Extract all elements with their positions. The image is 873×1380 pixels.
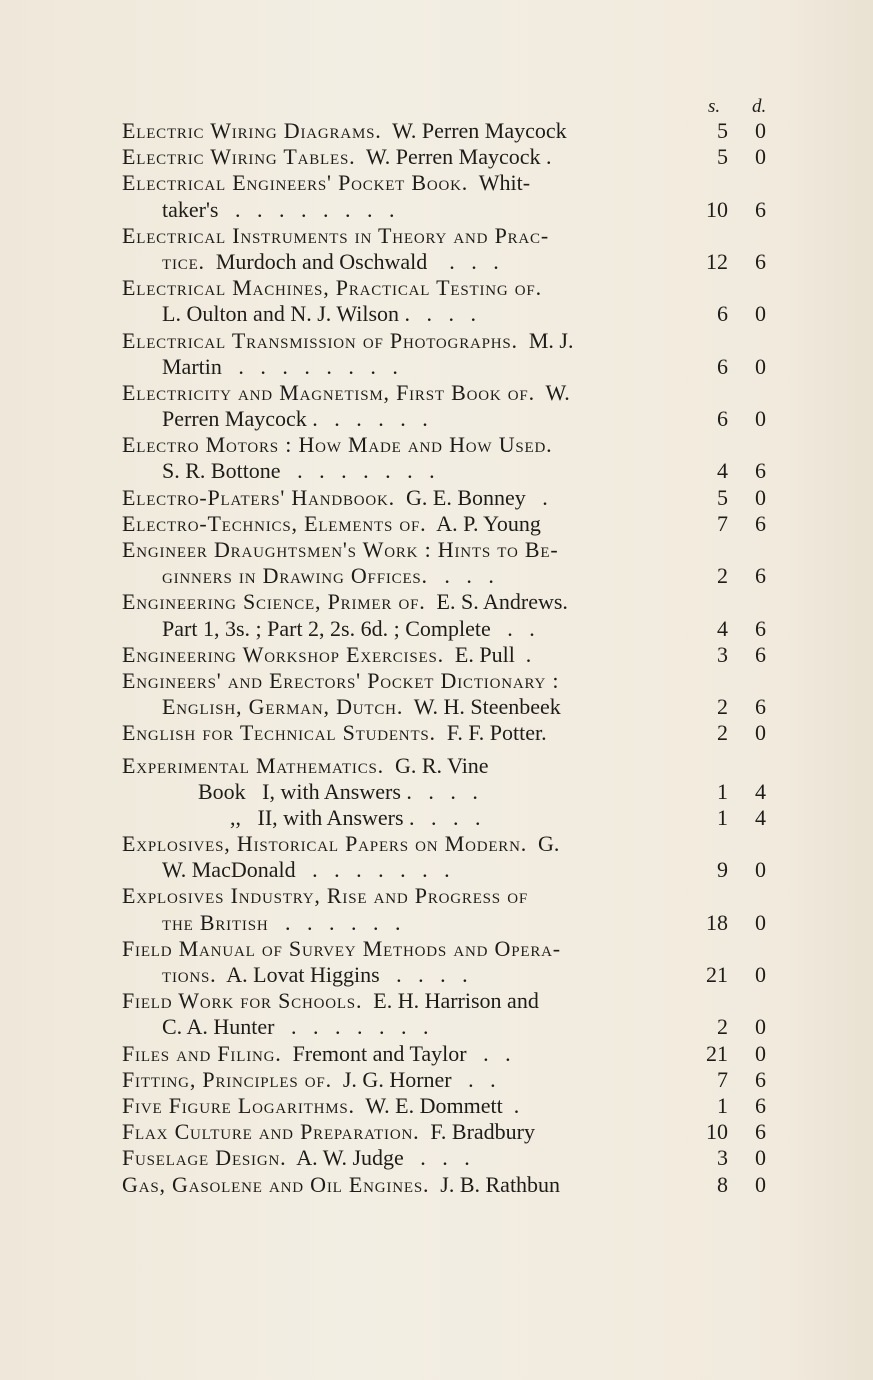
entry-line (122, 642, 772, 668)
price-shillings: 21 (706, 1040, 728, 1066)
price-shillings: 3 (717, 641, 728, 667)
price-shillings: 2 (717, 1014, 728, 1040)
entry-title: Electrical Machines, Practical Testing of. (122, 275, 542, 301)
entry-title: English for Technical Students. (122, 720, 436, 746)
price-pence: 0 (755, 1040, 766, 1066)
price-shillings: 3 (717, 1145, 728, 1171)
entry-price (122, 1093, 772, 1119)
entry-author: F. Bradbury (419, 1119, 535, 1145)
price-pence: 0 (755, 1014, 766, 1040)
price-shillings: 2 (717, 563, 728, 589)
entry-title: Explosives, Historical Papers on Modern. (122, 831, 528, 857)
price-pence: 0 (755, 857, 766, 883)
catalogue-entry (122, 485, 772, 511)
price-pence: 6 (755, 694, 766, 720)
entry-line (122, 616, 772, 642)
price-pence: 6 (755, 1092, 766, 1118)
entry-author: Fremont and Taylor . . (281, 1040, 511, 1066)
entry-line (122, 1172, 772, 1198)
entry-title: Engineer Draughtsmen's Work : Hints to Be- (122, 537, 559, 562)
price-shillings: 18 (706, 909, 728, 935)
price-pence: 6 (755, 510, 766, 536)
entry-author: W. E. Dommett . (354, 1092, 520, 1118)
entry-line (122, 301, 772, 327)
entry-line (122, 144, 772, 170)
entry-line (122, 831, 772, 857)
entry-line (122, 249, 772, 275)
catalogue-entry (122, 753, 772, 832)
entry-price (122, 753, 772, 779)
entry-line (122, 406, 772, 432)
entry-line (122, 805, 772, 831)
entry-price (122, 910, 772, 936)
entry-line (122, 668, 772, 694)
price-pence: 0 (755, 144, 766, 170)
entry-author: W. Perren Maycock . (355, 144, 552, 170)
entry-title: Electro-Platers' Handbook. (122, 484, 395, 510)
entry-author: Perren Maycock . . . . . . (162, 406, 428, 432)
entry-author: Book I, with Answers . . . . (198, 778, 478, 804)
entry-author: W. (534, 379, 570, 405)
entry-line (122, 1041, 772, 1067)
price-pence: 0 (755, 720, 766, 746)
entry-price (122, 275, 772, 301)
entry-title: Electrical Transmission of Photographs. (122, 327, 518, 353)
price-pence: 6 (755, 563, 766, 589)
entry-author: G. E. Bonney . (395, 484, 548, 510)
entry-price (122, 883, 772, 909)
catalogue-entry (122, 275, 772, 327)
entry-price (122, 223, 772, 249)
entry-line (122, 1093, 772, 1119)
price-pence: 6 (755, 1066, 766, 1092)
catalogue-entry (122, 223, 772, 275)
entry-price (122, 694, 772, 720)
catalogue-entry (122, 511, 772, 537)
entry-line (122, 962, 772, 988)
entry-title: Engineers' and Erectors' Pocket Dictionary : (122, 667, 560, 693)
catalogue-entries (122, 118, 772, 1198)
price-shillings: 2 (717, 694, 728, 720)
entry-title: Electric Wiring Tables. (122, 144, 356, 170)
catalogue-entry (122, 537, 772, 589)
entry-price (122, 118, 772, 144)
entry-author: S. R. Bottone . . . . . . . (162, 458, 435, 484)
price-shillings: 21 (706, 962, 728, 987)
entry-title: Explosives Industry, Rise and Progress of (122, 883, 529, 909)
price-pence: 0 (755, 118, 766, 143)
entry-line (122, 720, 772, 746)
catalogue-entry (122, 668, 772, 720)
entry-author: W. H. Steenbeek (403, 694, 561, 720)
entry-author: F. F. Potter. (435, 720, 547, 746)
entry-price (122, 458, 772, 484)
entry-author: Murdoch and Oschwald . . . (204, 248, 499, 274)
price-shillings: 1 (717, 804, 728, 830)
catalogue-entry (122, 831, 772, 883)
price-shillings: 1 (717, 778, 728, 804)
entry-price (122, 354, 772, 380)
price-pence: 0 (755, 1171, 766, 1197)
entry-author: W. Perren Maycock (381, 118, 567, 143)
entry-title: tice. (162, 248, 205, 274)
catalogue-entry (122, 1145, 772, 1171)
entry-line (122, 753, 772, 779)
entry-price (122, 432, 772, 458)
catalogue-entry (122, 170, 772, 222)
price-shillings: 6 (717, 301, 728, 327)
entry-price (122, 857, 772, 883)
price-shillings: 12 (706, 248, 728, 274)
entry-line (122, 223, 772, 249)
entry-price (122, 406, 772, 432)
entry-line (122, 694, 772, 720)
entry-price (122, 144, 772, 170)
entry-price (122, 589, 772, 615)
entry-author: E. Pull . (443, 641, 532, 667)
catalogue-entry (122, 936, 772, 988)
entry-line (122, 563, 772, 589)
entry-price (122, 301, 772, 327)
catalogue-entry (122, 642, 772, 668)
price-shillings: 5 (717, 484, 728, 510)
entry-price (122, 1067, 772, 1093)
entry-price (122, 537, 772, 563)
pence-header: d. (752, 96, 767, 117)
entry-author: Martin . . . . . . . . (162, 353, 398, 379)
price-pence: 4 (755, 778, 766, 804)
entry-title: the British (162, 909, 269, 935)
price-pence: 0 (755, 484, 766, 510)
price-shillings: 7 (717, 510, 728, 536)
entry-title: Electro Motors : How Made and How Used. (122, 432, 553, 458)
entry-price (122, 936, 772, 962)
entry-price (122, 170, 772, 196)
entry-line (122, 589, 772, 615)
entry-price (122, 988, 772, 1014)
entry-line (122, 936, 772, 962)
entry-price (122, 1041, 772, 1067)
entry-author: taker's . . . . . . . . (162, 196, 395, 222)
catalogue-entry (122, 328, 772, 380)
entry-price (122, 249, 772, 275)
entry-title: ginners in Drawing Offices. (162, 563, 428, 589)
entry-price (122, 642, 772, 668)
entry-title: Experimental Mathematics. (122, 752, 384, 778)
price-shillings: 9 (717, 857, 728, 883)
entry-author: . . . (427, 563, 494, 589)
price-pence: 6 (755, 248, 766, 274)
entry-title: Electric Wiring Diagrams. (122, 118, 382, 143)
price-pence: 0 (755, 406, 766, 432)
price-pence: 0 (755, 962, 766, 987)
price-pence: 6 (755, 458, 766, 484)
entry-price (122, 779, 772, 805)
entry-title: Fuselage Design. (122, 1145, 287, 1171)
entry-price (122, 616, 772, 642)
entry-title: Files and Filing. (122, 1040, 282, 1066)
entry-author: E. H. Harrison and (362, 988, 539, 1014)
entry-line (122, 537, 772, 563)
entry-line (122, 275, 772, 301)
entry-title: Electrical Instruments in Theory and Prac- (122, 222, 549, 248)
entry-title: Electrical Engineers' Pocket Book. (122, 170, 469, 196)
entry-line (122, 380, 772, 406)
entry-price (122, 668, 772, 694)
catalogue-entry (122, 1067, 772, 1093)
entry-line (122, 328, 772, 354)
catalogue-entry (122, 589, 772, 641)
catalogue-entry (122, 118, 772, 144)
entry-price (122, 197, 772, 223)
shillings-header: s. (708, 96, 721, 117)
catalogue-entry (122, 380, 772, 432)
entry-price (122, 962, 772, 988)
catalogue-entry (122, 1119, 772, 1145)
entry-author: C. A. Hunter . . . . . . . (162, 1014, 429, 1040)
entry-author: G. (527, 831, 560, 857)
entry-line (122, 857, 772, 883)
entry-line (122, 458, 772, 484)
price-pence: 0 (755, 1145, 766, 1171)
entry-author: M. J. (517, 327, 574, 353)
price-shillings: 2 (717, 720, 728, 746)
catalogue-entry (122, 720, 772, 746)
entry-line (122, 1145, 772, 1171)
entry-line (122, 354, 772, 380)
entry-author: A. Lovat Higgins . . . . (216, 962, 468, 987)
entry-author: Part 1, 3s. ; Part 2, 2s. 6d. ; Complete . . (162, 615, 535, 641)
entry-price (122, 1172, 772, 1198)
entry-title: Fitting, Principles of. (122, 1066, 332, 1092)
entry-line (122, 910, 772, 936)
entry-price (122, 831, 772, 857)
entry-author: E. S. Andrews. (425, 589, 568, 615)
catalogue-entry (122, 1093, 772, 1119)
entry-title: Flax Culture and Preparation. (122, 1119, 420, 1145)
entry-line (122, 118, 772, 144)
entry-line (122, 1119, 772, 1145)
entry-price (122, 1014, 772, 1040)
entry-price (122, 1119, 772, 1145)
price-pence: 4 (755, 804, 766, 830)
price-shillings: 5 (717, 118, 728, 143)
entry-title: Electricity and Magnetism, First Book of. (122, 379, 535, 405)
price-pence: 6 (755, 641, 766, 667)
price-shillings: 4 (717, 458, 728, 484)
entry-line (122, 485, 772, 511)
entry-price (122, 485, 772, 511)
entry-line (122, 1014, 772, 1040)
entry-price (122, 380, 772, 406)
catalogue-entry (122, 1172, 772, 1198)
entry-title: Electro-Technics, Elements of. (122, 510, 427, 536)
price-column-header (704, 96, 774, 116)
entry-price (122, 805, 772, 831)
price-shillings: 4 (717, 615, 728, 641)
entry-price (122, 563, 772, 589)
entry-author: J. B. Rathbun (429, 1171, 561, 1197)
entry-author: ,, II, with Answers . . . . (230, 804, 481, 830)
entry-title: Field Work for Schools. (122, 988, 363, 1014)
entry-author: W. MacDonald . . . . . . . (162, 857, 450, 883)
entry-line (122, 511, 772, 537)
entry-line (122, 432, 772, 458)
entry-author: A. W. Judge . . . (286, 1145, 470, 1171)
entry-line (122, 883, 772, 909)
entry-author: L. Oulton and N. J. Wilson . . . . (162, 301, 477, 327)
entry-line (122, 988, 772, 1014)
price-shillings: 5 (717, 144, 728, 170)
price-pence: 6 (755, 615, 766, 641)
price-shillings: 1 (717, 1092, 728, 1118)
entry-price (122, 720, 772, 746)
entry-title: Field Manual of Survey Methods and Opera- (122, 935, 561, 961)
price-shillings: 6 (717, 406, 728, 432)
entry-price (122, 328, 772, 354)
entry-title: Five Figure Logarithms. (122, 1092, 355, 1118)
price-pence: 0 (755, 301, 766, 327)
entry-line (122, 779, 772, 805)
price-shillings: 6 (717, 353, 728, 379)
entry-author: A. P. Young (426, 510, 541, 536)
entry-line (122, 170, 772, 196)
entry-title: Gas, Gasolene and Oil Engines. (122, 1171, 430, 1197)
price-pence: 0 (755, 353, 766, 379)
entry-price (122, 511, 772, 537)
catalogue-entry (122, 144, 772, 170)
price-pence: 6 (755, 1119, 766, 1145)
entry-title: Engineering Science, Primer of. (122, 589, 426, 615)
price-pence: 6 (755, 196, 766, 222)
price-shillings: 8 (717, 1171, 728, 1197)
entry-title: tions. (162, 962, 217, 987)
entry-author: . . . . . . (268, 909, 401, 935)
price-shillings: 7 (717, 1066, 728, 1092)
price-shillings: 10 (706, 1119, 728, 1145)
entry-title: Engineering Workshop Exercises. (122, 641, 444, 667)
catalogue-entry (122, 1041, 772, 1067)
entry-author: Whit- (468, 170, 531, 196)
entry-title: English, German, Dutch. (162, 694, 404, 720)
entry-author: G. R. Vine (383, 752, 489, 778)
entry-line (122, 1067, 772, 1093)
entry-line (122, 197, 772, 223)
price-pence: 0 (755, 909, 766, 935)
entry-price (122, 1145, 772, 1171)
catalogue-entry (122, 988, 772, 1040)
price-shillings: 10 (706, 196, 728, 222)
catalogue-entry (122, 883, 772, 935)
entry-author: J. G. Horner . . (331, 1066, 496, 1092)
catalogue-entry (122, 432, 772, 484)
